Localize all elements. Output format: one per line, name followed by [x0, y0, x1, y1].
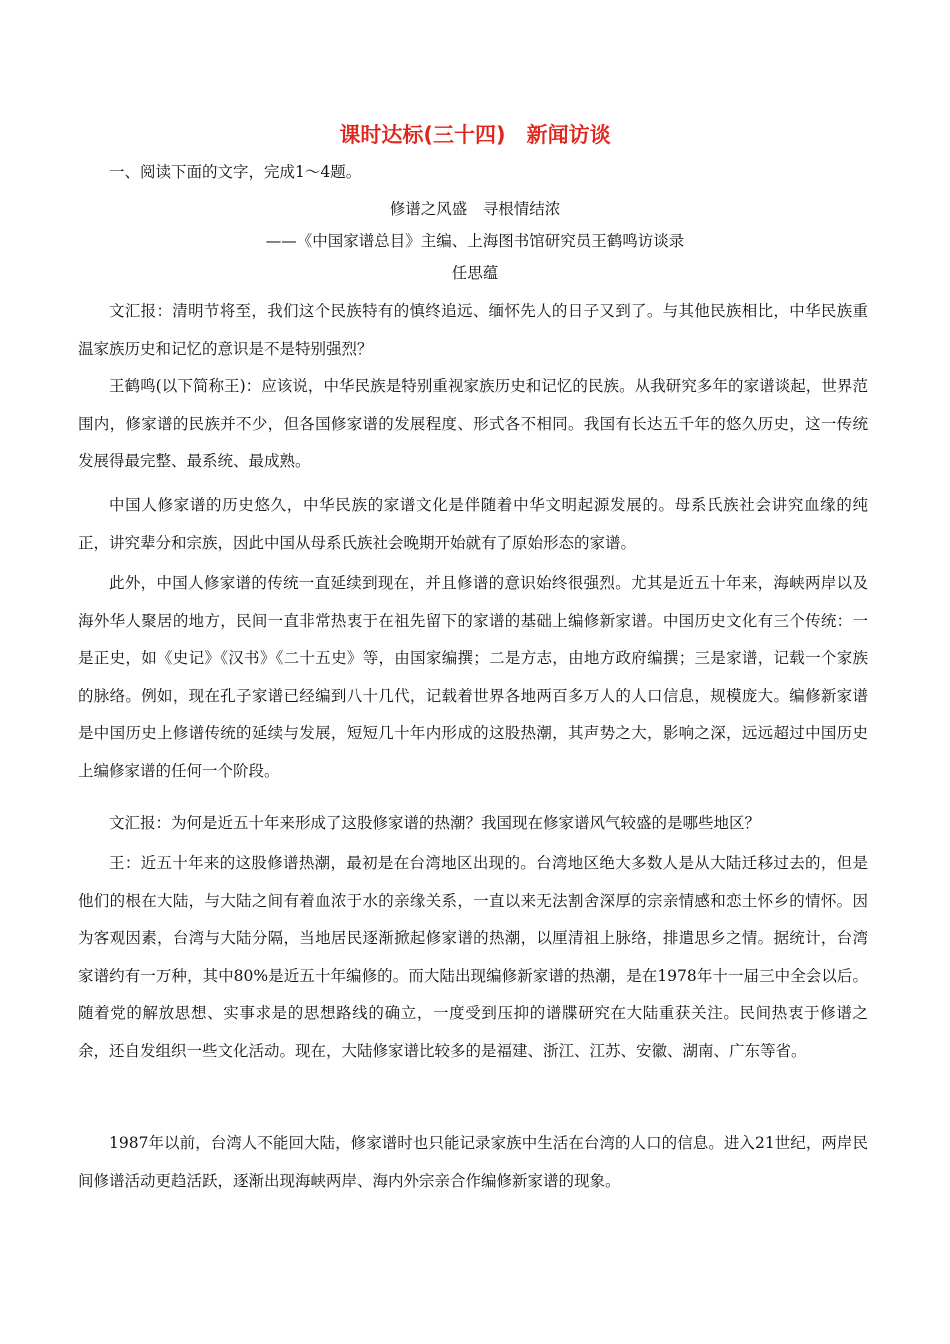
paragraph-3: 中国人修家谱的历史悠久，中华民族的家谱文化是伴随着中华文明起源发展的。母系氏族社会讲究血缘的纯正，讲究辈分和宗族，因此中国从母系氏族社会晚期开始就有了原始形态的家谱。 — [78, 496, 868, 552]
paragraph-2: 王鹤鸣(以下简称王)：应该说，中华民族是特别重视家族历史和记忆的民族。从我研究多年的家谱谈起，世界范围内，修家谱的民族并不少，但各国修家谱的发展程度、形式各不相同。我国有长达五千年的悠久历史，这一传统发展得最完整、最系统、最成熟。 — [78, 377, 868, 470]
article-title: 修谱之风盛 寻根情结浓 — [389, 200, 561, 218]
paragraph-6: 王：近五十年来的这股修谱热潮，最初是在台湾地区出现的。台湾地区绝大多数人是从大陆迁移过去的，但是他们的根在大陆，与大陆之间有着血浓于水的亲缘关系，一直以来无法割舍深厚的宗亲情感和恋土怀乡的情怀。因为客观因素，台湾与大陆分隔，当地居民逐渐掀起修家谱的热潮，以厘清祖上脉络，排遣思乡之情。据统计，台湾家谱约有一万种，其中80%是近五十年编修的。而大陆出现编修新家谱的热潮，是在1978年十一届三中全会以后。随着党的解放思想、实事求是的思想路线的确立，一度受到压抑的谱牒研究在大陆重获关注。民间热衷于修谱之余，还自发组织一些文化活动。现在，大陆修家谱比较多的是福建、浙江、江苏、安徽、湖南、广东等省。 — [78, 854, 868, 1060]
paragraph-4: 此外，中国人修家谱的传统一直延续到现在，并且修谱的意识始终很强烈。尤其是近五十年来，海峡两岸以及海外华人聚居的地方，民间一直非常热衷于在祖先留下的家谱的基础上编修新家谱。中国历史文化有三个传统：一是正史，如《史记》《汉书》《二十五史》等，由国家编撰；二是方志，由地方政府编撰；三是家谱，记载一个家族的脉络。例如，现在孔子家谱已经编到八十几代，记载着世界各地两百多万人的人口信息，规模庞大。编修新家谱是中国历史上修谱传统的延续与发展，短短几十年内形成的这股热潮，其声势之大，影响之深，远远超过中国历史上编修家谱的任何一个阶段。 — [78, 574, 868, 780]
article-author: 任思蕴 — [451, 264, 499, 282]
paragraph-1: 文汇报：清明节将至，我们这个民族特有的慎终追远、缅怀先人的日子又到了。与其他民族相比，中华民族重温家族历史和记忆的意识是不是特别强烈？ — [78, 302, 868, 358]
paragraph-5: 文汇报：为何是近五十年来形成了这股修家谱的热潮？我国现在修家谱风气较盛的是哪些地区？ — [109, 814, 761, 832]
question-instruction: 一、阅读下面的文字，完成1～4题。 — [109, 163, 362, 181]
page-title: 课时达标(三十四) 新闻访谈 — [339, 123, 611, 147]
paragraph-7: 1987年以前，台湾人不能回大陆，修家谱时也只能记录家族中生活在台湾的人口的信息。进入21世纪，两岸民间修谱活动更趋活跃，逐渐出现海峡两岸、海内外宗亲合作编修新家谱的现象。 — [78, 1134, 868, 1190]
article-subtitle: ——《中国家谱总目》主编、上海图书馆研究员王鹤鸣访谈录 — [265, 232, 685, 250]
